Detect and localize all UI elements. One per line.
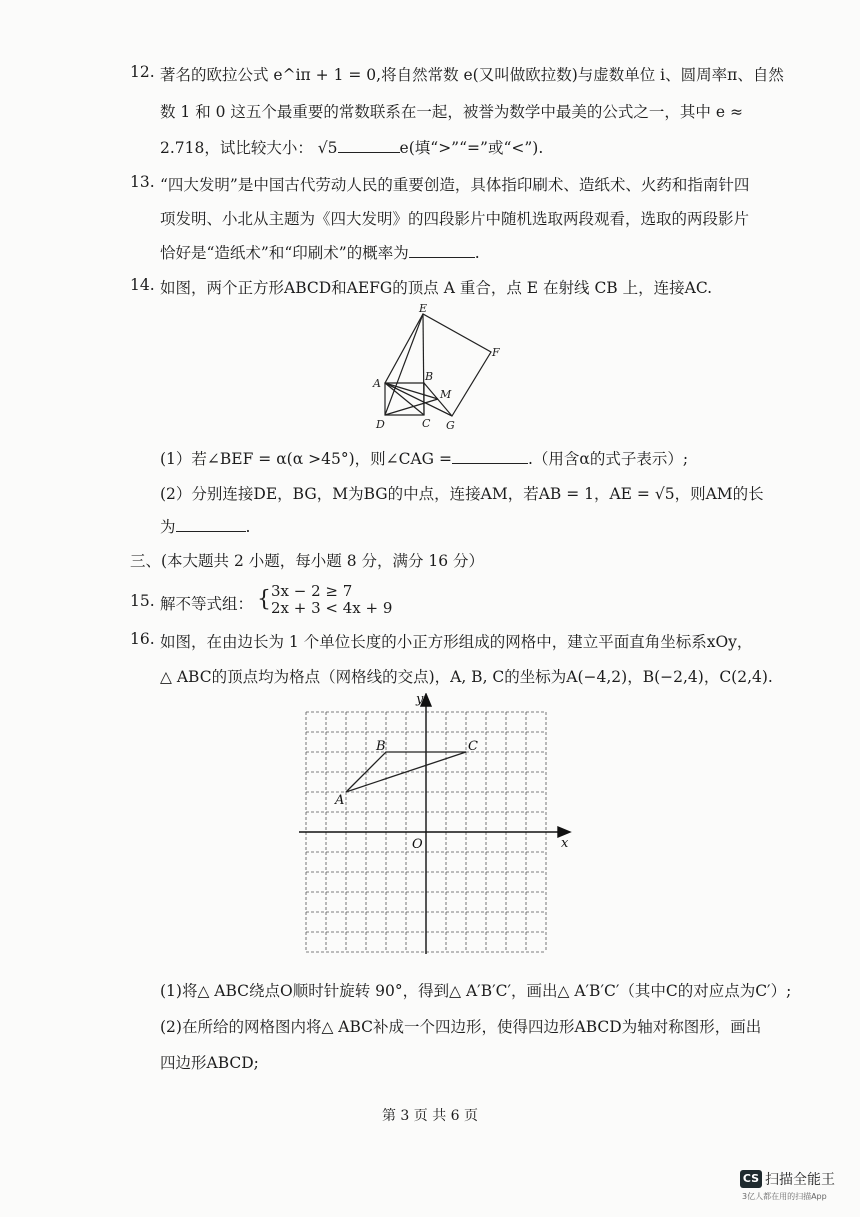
q14-sub2-period: . [245,518,251,536]
q13-line3-text: 恰好是“造纸术”和“印刷术”的概率为 [160,244,409,262]
q14-geometry-figure [368,302,548,432]
segment-dm [385,399,438,415]
label-point-b: B [376,739,386,754]
watermark-tagline: 3亿人都在用的扫描App [742,1191,827,1201]
label-f: F [492,346,500,359]
label-point-a: A [335,793,345,808]
segment-ec [423,314,424,415]
camscanner-logo-icon: CS [740,1170,762,1188]
q14-sub1 [160,447,688,469]
label-b: B [425,370,434,383]
page-footer: 第 3 页 共 6 页 [381,1108,479,1124]
q15-text: 解不等式组： [160,595,254,613]
q12-answer-blank[interactable] [338,138,400,153]
q14-sub1-text: (1）若∠BEF = α(α >45°)，则∠CAG = [160,450,452,468]
q14-number: 14. [130,276,155,294]
q12-line3-end: e(填“>”“=”或“<”). [399,139,544,157]
q13-line1: “四大发明”是中国古代劳动人民的重要创造，具体指印刷术、造纸术、火药和指南针四 [160,176,750,194]
q14-line1: 如图，两个正方形ABCD和AEFG的顶点 A 重合，点 E 在射线 CB 上，连接AC. [160,279,713,297]
label-a: A [373,377,381,390]
q13-answer-blank[interactable] [409,243,475,258]
watermark-name: 扫描全能王 [765,1171,835,1188]
label-point-c: C [468,739,478,754]
label-x-axis: x [561,836,569,851]
label-d: D [376,418,385,431]
square-aefg [385,314,491,416]
q15-inequality-1: 3x − 2 ≥ 7 [271,582,353,600]
q16-line1: 如图，在由边长为 1 个单位长度的小正方形组成的网格中，建立平面直角坐标系xOy， [160,633,753,651]
label-m: M [440,388,452,401]
q14-sub2: (2）分别连接DE，BG，M为BG的中点，连接AM，若AB = 1，AE = √5，则AM的长 [160,485,764,503]
q16-sub2-line1: (2)在所给的网格图内将△ ABC补成一个四边形，使得四边形ABCD为轴对称图形，画出 [160,1018,762,1036]
q16-sub1: (1)将△ ABC绕点O顺时针旋转 90°，得到△ A′B′C′，画出△ A′B′C′（其中C的对应点为C′）; [160,982,792,1000]
scanner-watermark [740,1168,835,1202]
q12-line3-text: 2.718，试比较大小： √5 [160,139,338,157]
label-g: G [446,419,455,432]
q12-number: 12. [130,63,155,81]
q15-inequality-2: 2x + 3 < 4x + 9 [271,599,393,617]
q16-coordinate-grid [295,693,585,958]
q15-number: 15. [130,592,155,610]
q14-sub2-blank[interactable] [176,517,246,532]
q13-line3 [160,241,480,263]
label-origin: O [412,837,423,852]
label-c: C [422,417,431,430]
q12-line1: 著名的欧拉公式 e^iπ + 1 = 0,将自然常数 e(又叫做欧拉数)与虚数单位 i、圆周率π、自然 [160,66,784,84]
q13-line3-end: . [474,244,480,262]
q16-sub2-line2: 四边形ABCD; [160,1054,259,1072]
section-3-heading: 三、(本大题共 2 小题，每小题 8 分，满分 16 分） [130,552,485,570]
q12-line3 [160,136,543,158]
q13-number: 13. [130,173,155,191]
q14-sub2-wei: 为 [160,518,176,536]
q15-brace: { [257,587,271,612]
q14-sub2-end [160,515,250,537]
q14-sub1-blank[interactable] [452,449,528,464]
segment-de [385,314,423,415]
label-y-axis: y [416,693,424,707]
q13-line2: 项发明、小北从主题为《四大发明》的四段影片中随机选取两段观看，选取的两段影片 [160,210,750,228]
q14-sub1-end: .（用含α的式子表示）; [527,450,689,468]
q16-line2: △ ABC的顶点均为格点（网格线的交点)，A, B, C的坐标为A(−4,2)，B(−2,4)，C(2,4). [160,668,773,686]
q12-line2: 数 1 和 0 这五个最重要的常数联系在一起，被誉为数学中最美的公式之一，其中 e ≈ [160,103,743,121]
q16-number: 16. [130,630,155,648]
label-e: E [419,302,428,315]
